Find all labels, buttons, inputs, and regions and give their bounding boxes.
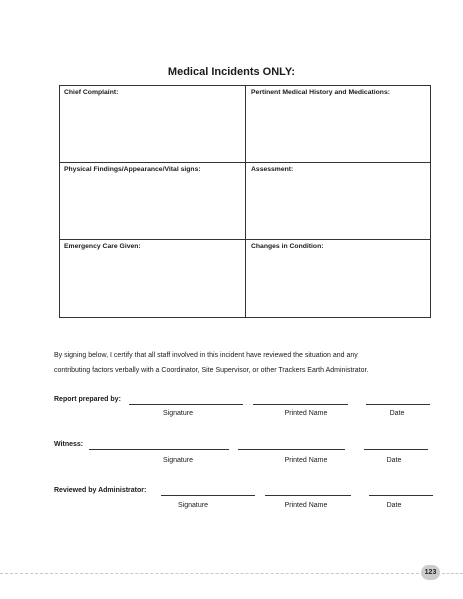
admin-printed-name-line[interactable] [265, 495, 351, 496]
table-divider-vertical [245, 86, 246, 317]
page-number: 123 [421, 565, 440, 580]
witness-signature-line[interactable] [89, 449, 229, 450]
emergency-care-label: Emergency Care Given: [64, 243, 141, 250]
witness-signature-caption: Signature [163, 457, 193, 464]
admin-date-line[interactable] [369, 495, 433, 496]
table-divider-row-2 [60, 239, 430, 240]
witness-printed-name-line[interactable] [238, 449, 345, 450]
report-printed-name-caption: Printed Name [284, 410, 328, 417]
footer-dashed-rule-right [442, 573, 463, 574]
medical-incident-table [59, 85, 431, 318]
report-date-line[interactable] [366, 404, 430, 405]
form-title: Medical Incidents ONLY: [167, 66, 296, 78]
table-divider-row-1 [60, 162, 430, 163]
footer-dashed-rule [0, 573, 419, 574]
witness-printed-name-caption: Printed Name [284, 457, 328, 464]
admin-printed-name-caption: Printed Name [284, 502, 328, 509]
certification-statement [54, 348, 434, 378]
certification-line-2: contributing factors verbally with a Coordinator, Site Supervisor, or other Trackers Earth Administrator. [54, 367, 369, 374]
witness-date-caption: Date [386, 457, 402, 464]
report-signature-line[interactable] [129, 404, 243, 405]
witness-label: Witness: [54, 441, 84, 448]
certification-line-1: By signing below, I certify that all staff involved in this incident have reviewed the situation and any [54, 352, 358, 359]
assessment-label: Assessment: [251, 166, 294, 173]
admin-date-caption: Date [386, 502, 402, 509]
witness-date-line[interactable] [364, 449, 428, 450]
admin-signature-caption: Signature [178, 502, 208, 509]
admin-signature-line[interactable] [161, 495, 255, 496]
medical-history-label: Pertinent Medical History and Medications: [251, 89, 390, 96]
physical-findings-label: Physical Findings/Appearance/Vital signs: [64, 166, 201, 173]
report-prepared-label: Report prepared by: [54, 396, 121, 403]
chief-complaint-label: Chief Complaint: [64, 89, 119, 96]
report-signature-caption: Signature [163, 410, 193, 417]
changes-condition-label: Changes in Condition: [251, 243, 324, 250]
report-date-caption: Date [389, 410, 405, 417]
report-printed-name-line[interactable] [253, 404, 348, 405]
reviewed-by-admin-label: Reviewed by Administrator: [54, 487, 147, 494]
